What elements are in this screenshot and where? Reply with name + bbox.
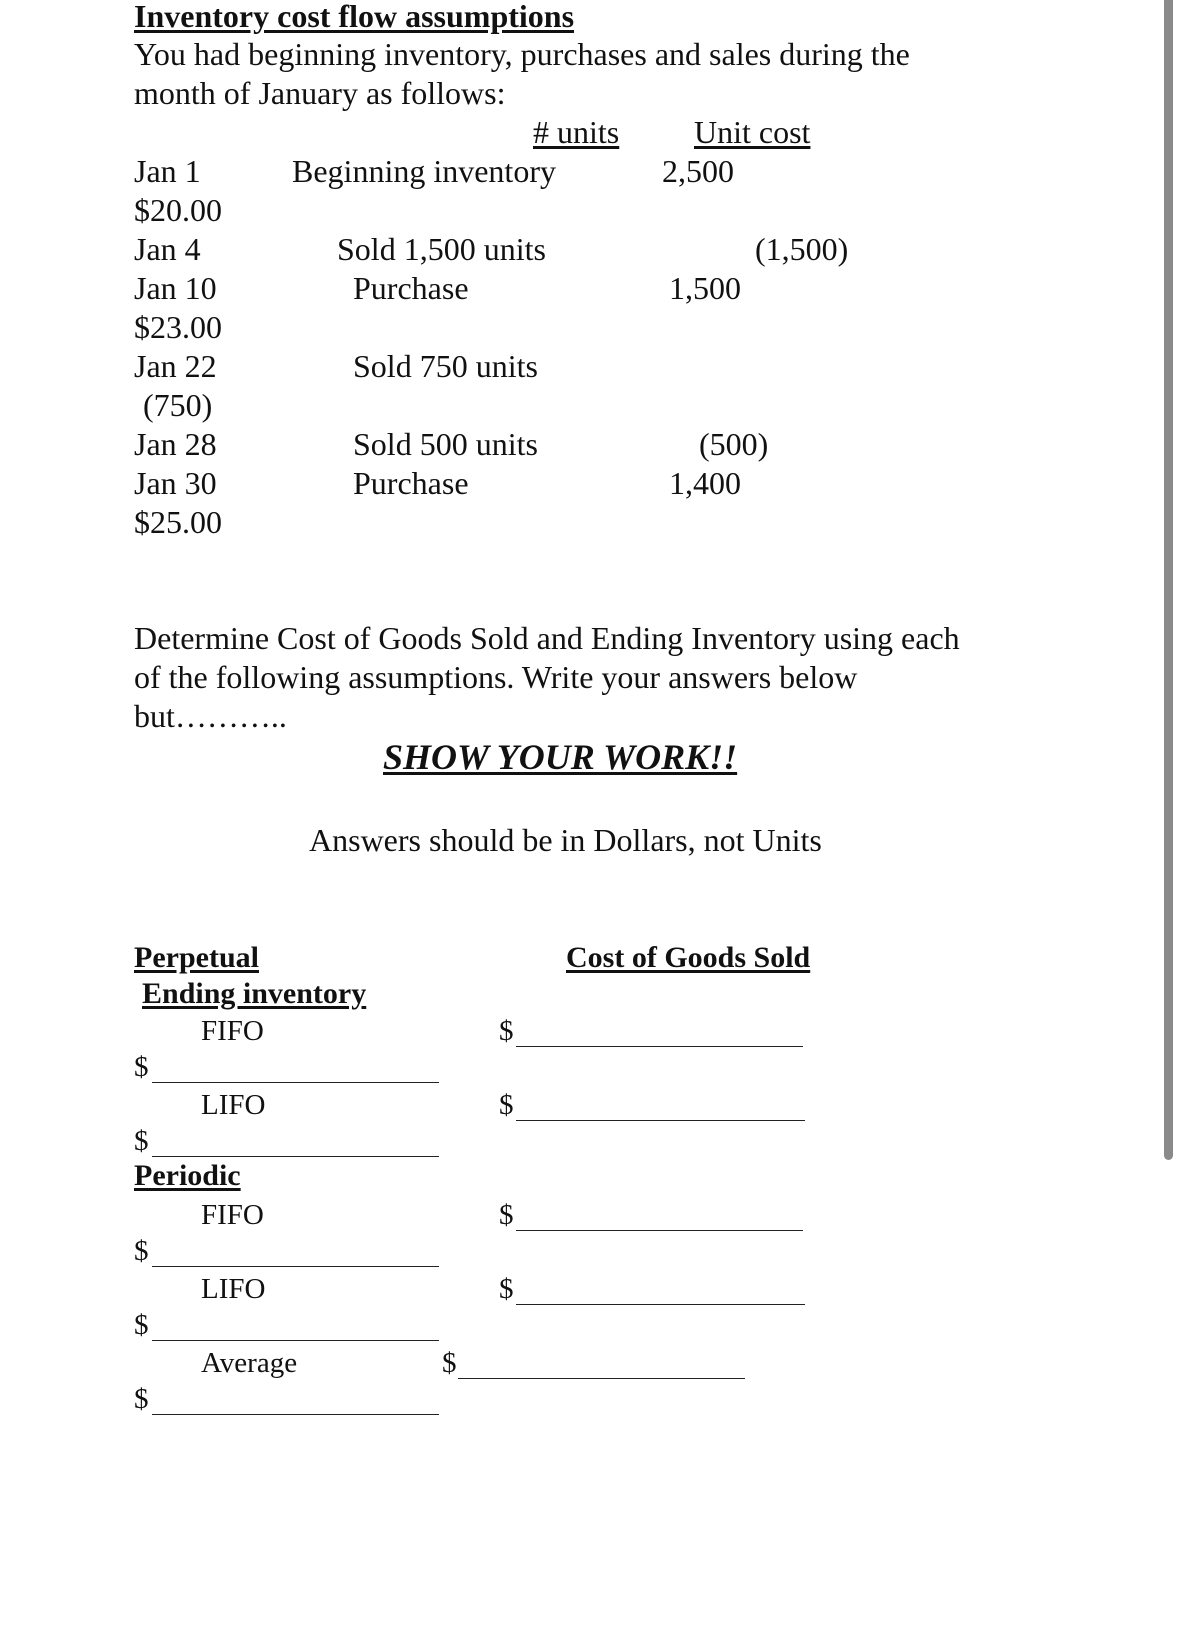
row-description: Sold 750 units — [353, 348, 538, 384]
ending-inventory-heading: Ending inventory — [142, 977, 367, 1010]
row-date: Jan 28 — [134, 426, 217, 462]
row-date: Jan 22 — [134, 348, 217, 384]
units-column-header: # units — [533, 114, 620, 150]
dollar-sign: $ — [134, 1125, 149, 1157]
scrollbar[interactable] — [1164, 0, 1173, 1160]
dollar-sign: $ — [442, 1347, 457, 1379]
perpetual-lifo-ending-inventory-answer-line[interactable] — [152, 1156, 439, 1157]
row-description: Purchase — [353, 270, 469, 306]
dollar-sign: $ — [499, 1199, 514, 1231]
dollar-sign: $ — [134, 1383, 149, 1415]
row-date: Jan 4 — [134, 231, 201, 267]
answers-note: Answers should be in Dollars, not Units — [309, 822, 822, 858]
row-units: (1,500) — [755, 231, 849, 267]
row-date: Jan 10 — [134, 270, 217, 306]
method-label-perpetual-fifo: FIFO — [201, 1015, 264, 1047]
row-unit-cost: $23.00 — [134, 309, 222, 345]
cogs-heading: Cost of Goods Sold — [566, 941, 811, 974]
row-description: Beginning inventory — [292, 153, 556, 189]
intro-line-1: You had beginning inventory, purchases and sales during the — [134, 36, 910, 72]
instructions-line-3: but……….. — [134, 698, 287, 734]
average-cogs-answer-line[interactable] — [458, 1378, 745, 1379]
average-ending-inventory-answer-line[interactable] — [152, 1414, 439, 1415]
instructions-line-1: Determine Cost of Goods Sold and Ending Inventory using each — [134, 620, 960, 656]
row-units: 1,400 — [669, 465, 741, 501]
show-your-work-emphasis: SHOW YOUR WORK!! — [383, 737, 738, 777]
row-description: Sold 500 units — [353, 426, 538, 462]
row-unit-cost: $25.00 — [134, 504, 222, 540]
row-units: (500) — [699, 426, 769, 462]
intro-line-2: month of January as follows: — [134, 75, 506, 111]
periodic-heading: Periodic — [134, 1159, 241, 1192]
perpetual-fifo-ending-inventory-answer-line[interactable] — [152, 1082, 439, 1083]
periodic-lifo-cogs-answer-line[interactable] — [516, 1304, 805, 1305]
row-units: (750) — [143, 387, 213, 423]
perpetual-heading: Perpetual — [134, 941, 259, 974]
method-label-periodic-lifo: LIFO — [201, 1273, 266, 1305]
row-date: Jan 1 — [134, 153, 201, 189]
periodic-fifo-cogs-answer-line[interactable] — [516, 1230, 803, 1231]
dollar-sign: $ — [134, 1235, 149, 1267]
dollar-sign: $ — [499, 1273, 514, 1305]
instructions-line-2: of the following assumptions. Write your answers below — [134, 659, 858, 695]
row-units: 2,500 — [662, 153, 734, 189]
row-description: Sold 1,500 units — [337, 231, 546, 267]
row-units: 1,500 — [669, 270, 741, 306]
row-description: Purchase — [353, 465, 469, 501]
perpetual-lifo-cogs-answer-line[interactable] — [516, 1120, 805, 1121]
dollar-sign: $ — [499, 1089, 514, 1121]
periodic-fifo-ending-inventory-answer-line[interactable] — [152, 1266, 439, 1267]
dollar-sign: $ — [134, 1051, 149, 1083]
dollar-sign: $ — [134, 1309, 149, 1341]
method-label-average: Average — [201, 1347, 298, 1379]
method-label-perpetual-lifo: LIFO — [201, 1089, 266, 1121]
unit-cost-column-header: Unit cost — [694, 114, 811, 150]
perpetual-fifo-cogs-answer-line[interactable] — [516, 1046, 803, 1047]
page-title: Inventory cost flow assumptions — [134, 0, 575, 34]
method-label-periodic-fifo: FIFO — [201, 1199, 264, 1231]
periodic-lifo-ending-inventory-answer-line[interactable] — [152, 1340, 439, 1341]
row-unit-cost: $20.00 — [134, 192, 222, 228]
dollar-sign: $ — [499, 1015, 514, 1047]
row-date: Jan 30 — [134, 465, 217, 501]
